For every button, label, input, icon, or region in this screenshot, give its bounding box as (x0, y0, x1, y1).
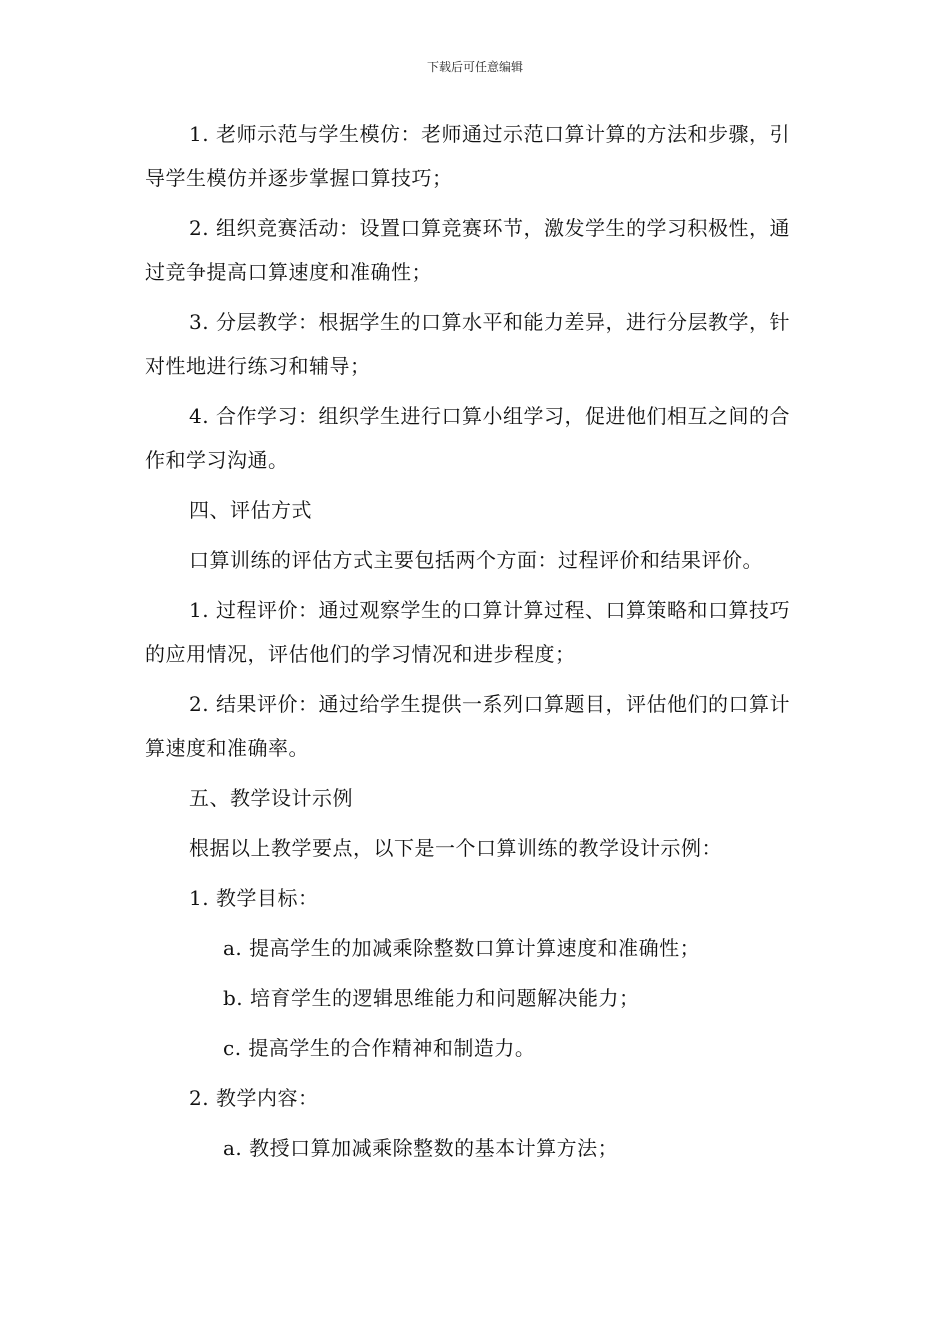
paragraph: 口算训练的评估方式主要包括两个方面：过程评价和结果评价。 (189, 548, 763, 572)
paragraph: 2. 结果评价：通过给学生提供一系列口算题目，评估他们的口算计算速度和准确率。 (145, 692, 790, 760)
list-item: 1. 教学目标： (189, 886, 319, 910)
list-item: 2. 教学内容： (189, 1086, 319, 1110)
document-body (145, 112, 810, 1176)
paragraph: 3. 分层教学：根据学生的口算水平和能力差异，进行分层教学，针对性地进行练习和辅导； (145, 310, 790, 378)
sub-list-item: b. 培育学生的逻辑思维能力和问题解决能力； (223, 986, 640, 1010)
paragraph: 4. 合作学习：组织学生进行口算小组学习，促进他们相互之间的合作和学习沟通。 (145, 404, 790, 472)
section-heading: 四、评估方式 (189, 498, 312, 522)
sub-list-item: c. 提高学生的合作精神和制造力。 (223, 1036, 536, 1060)
paragraph: 1. 老师示范与学生模仿：老师通过示范口算计算的方法和步骤，引导学生模仿并逐步掌握口算技巧； (145, 122, 790, 190)
section-heading: 五、教学设计示例 (189, 786, 353, 810)
paragraph: 2. 组织竞赛活动：设置口算竞赛环节，激发学生的学习积极性，通过竞争提高口算速度和准确性； (145, 216, 790, 284)
page-header: 下载后可任意编辑 (426, 60, 523, 74)
paragraph: 1. 过程评价：通过观察学生的口算计算过程、口算策略和口算技巧的应用情况，评估他们的学习情况和进步程度； (145, 598, 790, 666)
paragraph: 根据以上教学要点，以下是一个口算训练的教学设计示例： (189, 836, 722, 860)
sub-list-item: a. 提高学生的加减乘除整数口算计算速度和准确性； (223, 936, 701, 960)
sub-list-item: a. 教授口算加减乘除整数的基本计算方法； (223, 1136, 619, 1160)
